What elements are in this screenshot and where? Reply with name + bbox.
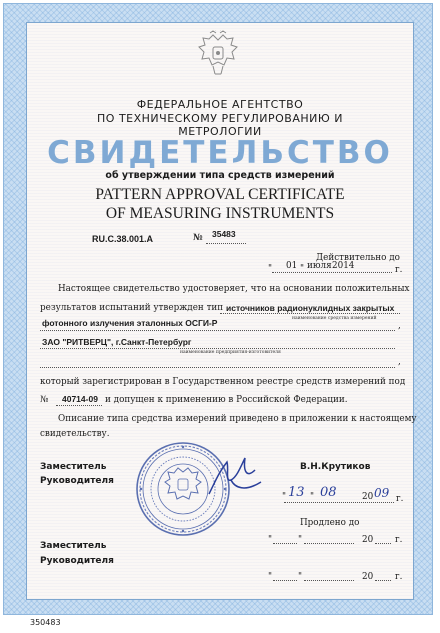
valid-month: июля: [307, 261, 332, 271]
extended-until-label: Продлено до: [300, 518, 360, 528]
ext2-date-year-prefix: 20: [362, 572, 374, 582]
paragraph2-no-sign: №: [40, 395, 49, 405]
coat-of-arms-emblem: [193, 30, 243, 82]
valid-day: 01: [286, 261, 298, 271]
paragraph1-line2: результатов испытаний утвержден тип: [40, 303, 224, 313]
number-sign: №: [193, 233, 203, 243]
head-label-1: Руководителя: [40, 476, 114, 486]
valid-quote-open: ": [268, 264, 273, 274]
signature: [205, 452, 265, 502]
paragraph2-line2: и допущен к применению в Российской Федерации.: [105, 395, 348, 405]
head-label-2: Руководителя: [40, 556, 114, 566]
number-underline: [206, 243, 246, 244]
instrument-underline2: [40, 330, 395, 331]
sign-date-underline: [284, 502, 394, 503]
ext-day-blank: [273, 543, 297, 544]
ext2-date-quote-open: ": [268, 572, 273, 582]
ext-month-blank: [304, 543, 354, 544]
certificate-title: СВИДЕТЕЛЬСТВО: [47, 135, 393, 171]
sign-date-year-prefix: 20: [362, 492, 374, 502]
register-number-underline: [56, 405, 102, 406]
ext2-day-blank: [273, 580, 297, 581]
serial-number: 350483: [30, 618, 61, 627]
instrument-underline1: [220, 313, 400, 314]
agency-name-line2: ПО ТЕХНИЧЕСКОМУ РЕГУЛИРОВАНИЮ И МЕТРОЛОГИИ: [97, 112, 343, 138]
certificate-subtitle: об утверждении типа средств измерений: [105, 170, 335, 181]
manufacturer-caption: наименование предприятия-изготовителя: [180, 350, 281, 355]
manufacturer-name: ЗАО "РИТВЕРЦ", г.Санкт-Петербург: [42, 337, 192, 347]
instrument-comma: ,: [398, 321, 401, 331]
title-english-line1: PATTERN APPROVAL CERTIFICATE: [95, 186, 345, 203]
manufacturer-underline: [40, 348, 395, 349]
paragraph1-line1: Настоящее свидетельство удостоверяет, что на основании положительных: [58, 284, 410, 294]
instrument-caption: наименование средства измерений: [292, 316, 377, 321]
ext2-year-blank: [375, 580, 391, 581]
instrument-name-line2: фотонного излучения эталонных ОСГИ-Р: [42, 318, 218, 328]
registration-code: RU.C.38.001.A: [92, 234, 154, 244]
valid-year: 2014: [332, 261, 355, 271]
paragraph3-line2: свидетельству.: [40, 429, 110, 439]
blank-underline: [40, 367, 395, 368]
signer-name: В.Н.Крутиков: [300, 462, 371, 472]
sign-date-month: 08: [320, 485, 337, 500]
paragraph3-line1: Описание типа средства измерений приведено в приложении к настоящему: [58, 414, 417, 424]
ext2-date-quote-close: ": [298, 572, 303, 582]
ext-date-quote-open: ": [268, 535, 273, 545]
valid-until-label: Действительно до: [316, 253, 400, 263]
ext2-date-suffix: г.: [395, 572, 403, 582]
instrument-name-line1: источников радионуклидных закрытых: [226, 303, 395, 313]
deputy-label-1: Заместитель: [40, 462, 107, 472]
sign-date-suffix: г.: [396, 494, 404, 504]
ext-date-suffix: г.: [395, 535, 403, 545]
title-english-line2: OF MEASURING INSTRUMENTS: [105, 205, 335, 222]
ext-date-quote-close: ": [298, 535, 303, 545]
valid-quote-close: ": [300, 264, 305, 274]
ext-year-blank: [375, 543, 391, 544]
ext2-month-blank: [304, 580, 354, 581]
state-register-number: 40714-09: [62, 394, 98, 404]
certificate-number: 35483: [212, 229, 236, 239]
ext-date-year-prefix: 20: [362, 535, 374, 545]
deputy-label-2: Заместитель: [40, 541, 107, 551]
sign-date-quote-open: ": [282, 492, 287, 502]
agency-name-line1: ФЕДЕРАЛЬНОЕ АГЕНТСТВО: [136, 98, 304, 111]
valid-underline: [272, 272, 392, 273]
valid-year-suffix: г.: [395, 265, 403, 275]
sign-date-day: 13: [288, 485, 305, 500]
sign-date-quote-close: ": [310, 492, 315, 502]
paragraph2-line1: который зарегистрирован в Государственном реестре средств измерений под: [40, 377, 406, 387]
manufacturer-comma: ,: [398, 357, 401, 367]
sign-date-year: 09: [374, 486, 390, 500]
